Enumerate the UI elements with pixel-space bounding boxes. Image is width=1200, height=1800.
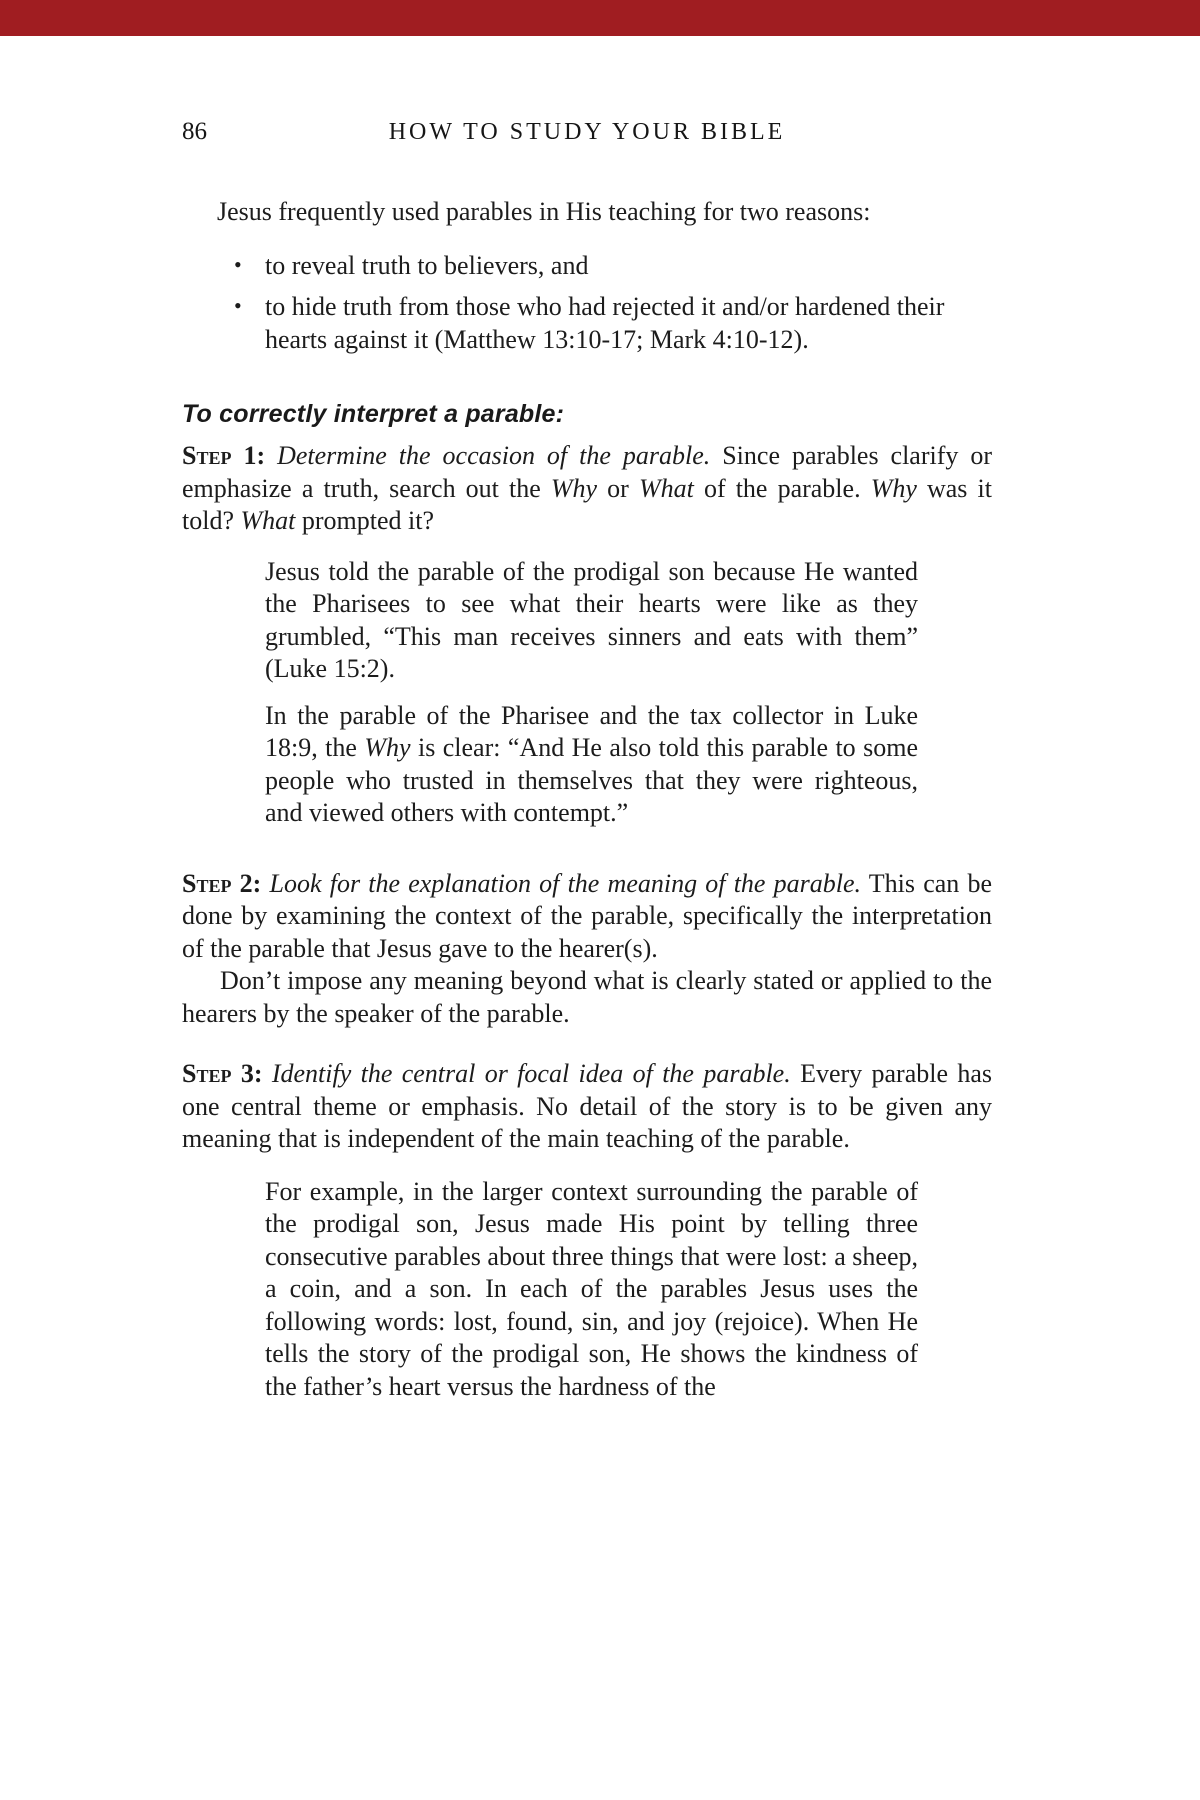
book-page	[0, 36, 1200, 1463]
bullet-list	[182, 250, 992, 357]
bullet-icon: •	[234, 293, 242, 318]
intro-paragraph: Jesus frequently used parables in His teaching for two reasons:	[217, 197, 871, 226]
dont-impose-paragraph: Don’t impose any meaning beyond what is clearly stated or applied to the hearers by the speaker of the parable.	[182, 966, 992, 1028]
text-run: Why	[870, 473, 917, 503]
step-3-paragraph	[182, 1058, 992, 1156]
text-run: Since parables clarify or emphasize a truth, search out the	[182, 441, 993, 503]
bullet-text: to hide truth from those who had rejected it and/or hardened their hearts against it (Matthew 13:10-17; Mark 4:10-12).	[265, 292, 945, 354]
step-1-paragraph	[182, 440, 992, 538]
text-run: Look for the explanation of the meaning of the parable.	[269, 868, 862, 898]
bullet-item-reveal-truth	[182, 250, 992, 283]
text-run: is clear: “And He also told this parable to some people who trusted in themselves that they were righteous, and viewed others with contempt.”	[265, 733, 918, 827]
bullet-icon: •	[234, 251, 242, 277]
text-run: Step 1:	[182, 441, 266, 470]
text-run: Identify the central or focal idea of the parable.	[271, 1059, 791, 1088]
text-run: Every parable has one central theme or emphasis. No detail of the story is to be given any meaning that is independent of the main teaching of the parable.	[182, 1059, 993, 1153]
bullet-text: to reveal truth to believers, and	[265, 250, 589, 280]
text-run: What	[638, 473, 694, 503]
running-head: HOW TO STUDY YOUR BIBLE	[388, 119, 786, 145]
text-run: prompted it?	[295, 506, 435, 535]
text-run: In the parable of the Pharisee and the tax collector in Luke 18:9, the	[265, 700, 918, 762]
bullet-item-hide-truth	[182, 291, 992, 356]
page-number: 86	[182, 118, 207, 145]
text-run: of the parable.	[693, 473, 871, 503]
text-run	[262, 1059, 271, 1088]
text-run: Why	[364, 733, 411, 762]
block-quote-pharisee-tax-collector	[265, 700, 918, 830]
text-run: What	[240, 506, 296, 535]
text-run: Why	[550, 473, 598, 503]
text-run	[265, 441, 277, 470]
section-heading: To correctly interpret a parable:	[182, 400, 565, 428]
block-quote-lost-parables: For example, in the larger context surrounding the parable of the prodigal son, Jesus made His point by telling three consecutive parables about three things that were lost: a sheep, a coin, and a son. In each of the parables Jesus uses the following words: lost, found, sin, and joy (rejoice). When He tells the story of the prodigal son, He shows the kindness of the father’s heart versus the hardness of the	[265, 1176, 918, 1401]
text-run: Step 3:	[182, 1059, 263, 1088]
text-run: This can be done by examining the context of the parable, specifically the interpretation of the parable that Jesus gave to the hearer(s).	[182, 868, 993, 963]
page-header	[182, 115, 992, 149]
text-run: or	[597, 473, 639, 503]
step-2-paragraph	[182, 868, 992, 966]
text-run	[261, 869, 269, 898]
text-run: Determine the occasion of the parable.	[277, 441, 711, 470]
block-quote-prodigal-son: Jesus told the parable of the prodigal son because He wanted the Pharisees to see what their hearts were like as they grumbled, “This man receives sinners and eats with them” (Luke 15:2).	[265, 556, 918, 683]
top-accent-bar	[0, 0, 1200, 36]
text-run: was it told?	[182, 473, 992, 535]
text-run: Step 2:	[182, 868, 262, 898]
